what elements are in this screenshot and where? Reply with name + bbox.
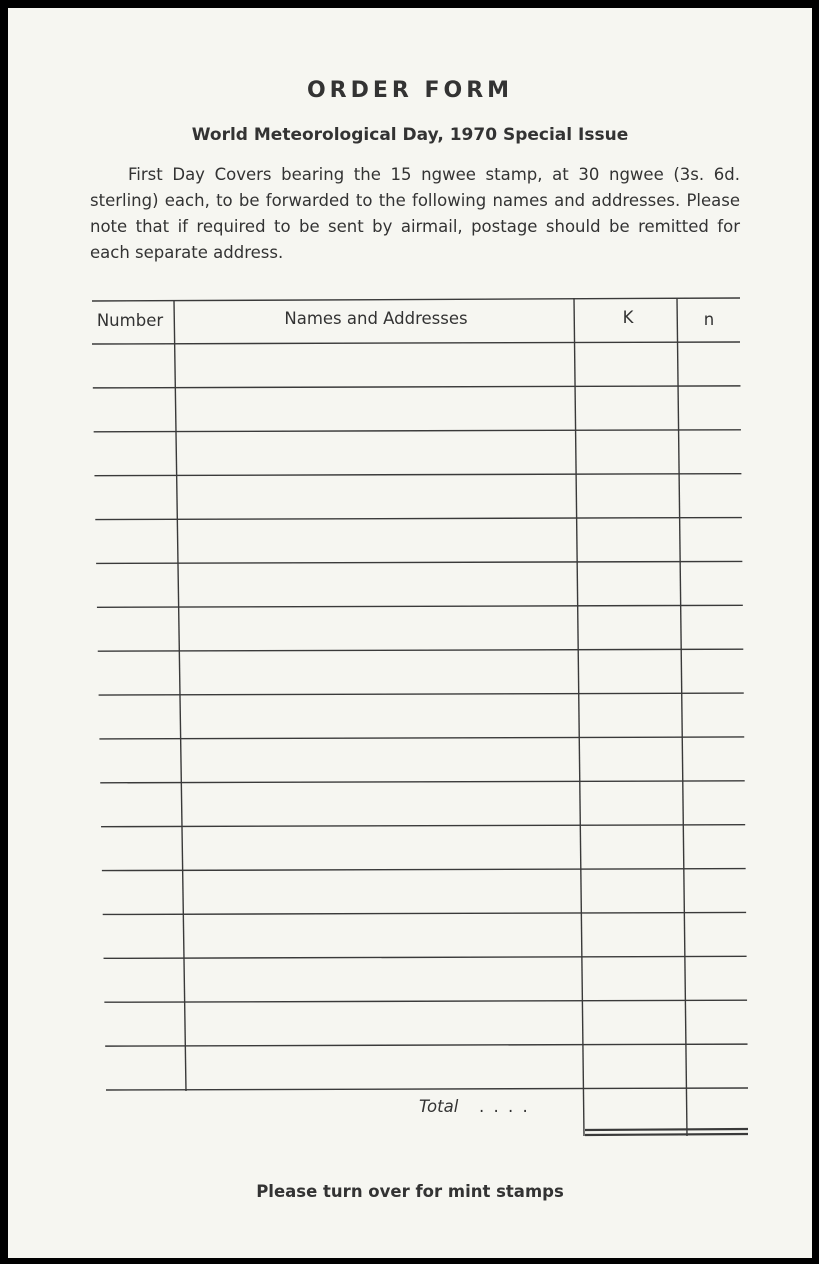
intro-paragraph: First Day Covers bearing the 15 ngwee stamp, at 30 ngwee (3s. 6d. sterling) each, to be forwarded to the following names and addresses. Please note that if required to be sent by airmail, postage should be remitted for each separate address. — [90, 165, 740, 262]
table-row-rule — [93, 386, 741, 388]
form-title: ORDER FORM — [306, 78, 514, 103]
table-row-rule — [103, 912, 746, 914]
total-underline-bottom — [585, 1134, 748, 1135]
total-leader-dots: . . . . — [479, 1097, 530, 1116]
header-kwacha: K — [622, 308, 634, 327]
column-divider-kwacha — [677, 298, 687, 1136]
table-row-rule — [92, 342, 740, 344]
total-underline-top — [585, 1129, 748, 1130]
column-divider-number — [174, 301, 186, 1091]
table-row-rule — [95, 518, 742, 520]
header-ngwee: n — [703, 310, 715, 329]
footer-note: Please turn over for mint stamps — [256, 1182, 564, 1201]
table-row-rule — [101, 825, 745, 827]
total-label: Total — [419, 1097, 459, 1116]
table-row-rule — [98, 649, 744, 651]
table-row-rule — [104, 1000, 747, 1002]
order-table — [8, 8, 812, 1258]
table-row-rule — [94, 430, 741, 432]
header-names-addresses: Names and Addresses — [284, 309, 468, 328]
table-row-rule — [94, 474, 741, 476]
table-top-rule — [92, 298, 740, 301]
table-row-rule — [102, 869, 746, 871]
header-number: Number — [96, 311, 164, 330]
table-row-rule — [97, 605, 743, 607]
table-row-rule — [104, 956, 747, 958]
table-row-rule — [96, 561, 742, 563]
table-row-rule — [100, 781, 744, 783]
table-row-rule — [99, 693, 744, 695]
table-row-rule — [105, 1044, 747, 1046]
column-divider-names — [574, 298, 584, 1136]
table-row-rule — [99, 737, 744, 739]
total-underline — [585, 1129, 748, 1135]
table-row-lines — [92, 298, 748, 1090]
order-form-sheet — [8, 8, 812, 1258]
form-subtitle: World Meteorological Day, 1970 Special Issue — [191, 125, 629, 145]
table-column-lines — [174, 298, 687, 1136]
table-row-rule — [106, 1088, 748, 1090]
